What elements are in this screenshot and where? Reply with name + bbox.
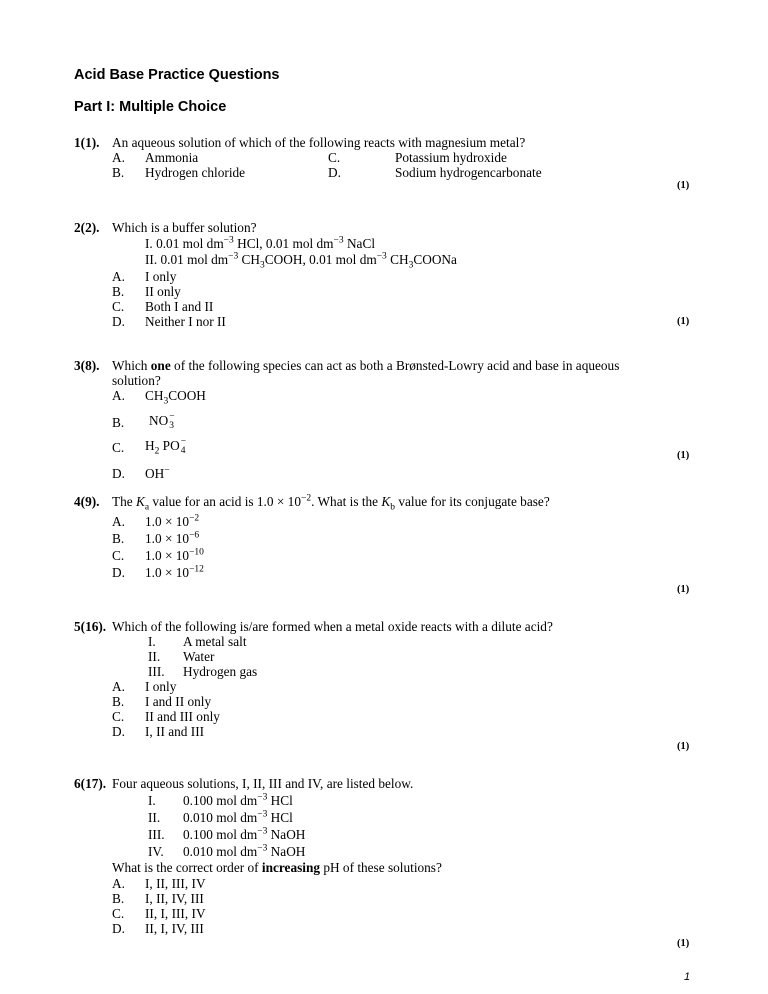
solution-roman: I. (148, 793, 156, 808)
question-number: 5(16). (74, 619, 107, 634)
document-title: Acid Base Practice Questions (74, 67, 280, 83)
option-text: I only (145, 679, 177, 694)
option-letter: A. (112, 150, 125, 165)
option-letter: C. (112, 548, 125, 563)
option-text: Both I and II (145, 299, 214, 314)
option-letter: D. (328, 165, 341, 180)
statement-text: Water (183, 649, 215, 664)
question-stem: The $K_a$ value for an acid is $1.0 \times 10^{-2}$. What is the $K_b$ value for its conjugate base? (112, 493, 550, 513)
option-letter: D. (112, 724, 125, 739)
question-stem: Which is a buffer solution? (112, 220, 257, 235)
mark-allocation: (1) (677, 180, 690, 191)
option-text: I, II, III, IV (145, 876, 206, 891)
solution-text: 0.010 mol $dm^{-3}$ NaOH (183, 843, 306, 859)
question-stem: Which one of the following species can act as both a Brønsted-Lowry acid and base in aqueous (112, 358, 620, 373)
option-letter: A. (112, 388, 125, 403)
question-stem-continued: solution? (112, 373, 161, 388)
option-text: I and II only (145, 694, 212, 709)
option-text: Potassium hydroxide (395, 150, 507, 165)
option-letter: A. (112, 514, 125, 529)
solution-text: 0.100 mol $dm^{-3}$ HCl (183, 792, 293, 808)
option-text: I, II, IV, III (145, 891, 204, 906)
option-letter: A. (112, 269, 125, 284)
option-text: II and III only (145, 709, 220, 724)
option-letter: C. (328, 150, 341, 165)
option-text: II, I, IV, III (145, 921, 204, 936)
statement-text: Hydrogen gas (183, 664, 258, 679)
statement-roman: II. (148, 649, 161, 664)
solution-roman: II. (148, 810, 161, 825)
solution-text: 0.010 mol $dm^{-3}$ HCl (183, 809, 293, 825)
page-number: 1 (684, 971, 691, 983)
mark-allocation: (1) (677, 316, 690, 327)
option-letter: C. (112, 709, 125, 724)
option-letter: B. (112, 165, 125, 180)
mark-allocation: (1) (677, 584, 690, 595)
option-letter: C. (112, 440, 125, 455)
question-number: 2(2). (74, 220, 100, 235)
option-text: $1.0 \times 10^{-2}$ (145, 513, 200, 529)
solution-roman: IV. (148, 844, 164, 859)
option-text: $1.0 \times 10^{-6}$ (145, 530, 200, 546)
solution-roman: III. (148, 827, 165, 842)
statement-1: I. 0.01 mol $dm^{-3}$ HCl, 0.01 mol $dm^{-3}$ NaCl (145, 235, 376, 251)
mark-allocation: (1) (677, 741, 690, 752)
option-text: I, II and III (145, 724, 205, 739)
option-text: NO − 3 (149, 412, 175, 432)
option-text: Sodium hydrogencarbonate (395, 165, 542, 180)
option-text: $1.0 \times 10^{-10}$ (145, 547, 204, 563)
option-letter: D. (112, 314, 125, 329)
option-text: II, I, III, IV (145, 906, 206, 921)
option-letter: B. (112, 694, 125, 709)
question-number: 1(1). (74, 135, 100, 150)
statement-text: A metal salt (183, 634, 247, 649)
mark-allocation: (1) (677, 938, 690, 949)
option-text: $H_2$ PO − 4 (145, 437, 187, 457)
option-letter: B. (112, 531, 125, 546)
option-letter: D. (112, 466, 125, 481)
solution-text: 0.100 mol $dm^{-3}$ NaOH (183, 826, 306, 842)
option-text: I only (145, 269, 177, 284)
option-text: $1.0 \times 10^{-12}$ (145, 564, 204, 580)
option-letter: C. (112, 906, 125, 921)
option-letter: C. (112, 299, 125, 314)
statement-roman: III. (148, 664, 165, 679)
option-letter: D. (112, 565, 125, 580)
option-letter: B. (112, 284, 125, 299)
option-text: II only (145, 284, 181, 299)
question-stem: Which of the following is/are formed when a metal oxide reacts with a dilute acid? (112, 619, 553, 634)
statement-2: II. 0.01 mol $dm^{-3}$ $CH_3COOH$, 0.01 mol $dm^{-3}$ $CH_3COONa$ (145, 251, 457, 271)
option-letter: A. (112, 876, 125, 891)
question-number: 6(17). (74, 776, 107, 791)
question-prompt: What is the correct order of increasing pH of these solutions? (112, 860, 442, 875)
option-text: Ammonia (145, 150, 199, 165)
question-stem: An aqueous solution of which of the following reacts with magnesium metal? (112, 135, 526, 150)
question-stem: Four aqueous solutions, I, II, III and IV, are listed below. (112, 776, 414, 791)
option-letter: D. (112, 921, 125, 936)
option-letter: A. (112, 679, 125, 694)
option-text: Neither I nor II (145, 314, 226, 329)
option-text: Hydrogen chloride (145, 165, 246, 180)
option-text: OH− (145, 465, 170, 481)
part-heading: Part I: Multiple Choice (74, 99, 227, 115)
question-number: 4(9). (74, 494, 100, 509)
mark-allocation: (1) (677, 450, 690, 461)
option-letter: B. (112, 415, 125, 430)
statement-roman: I. (148, 634, 156, 649)
option-text: $CH_3COOH$ (145, 388, 206, 407)
question-number: 3(8). (74, 358, 100, 373)
option-letter: B. (112, 891, 125, 906)
